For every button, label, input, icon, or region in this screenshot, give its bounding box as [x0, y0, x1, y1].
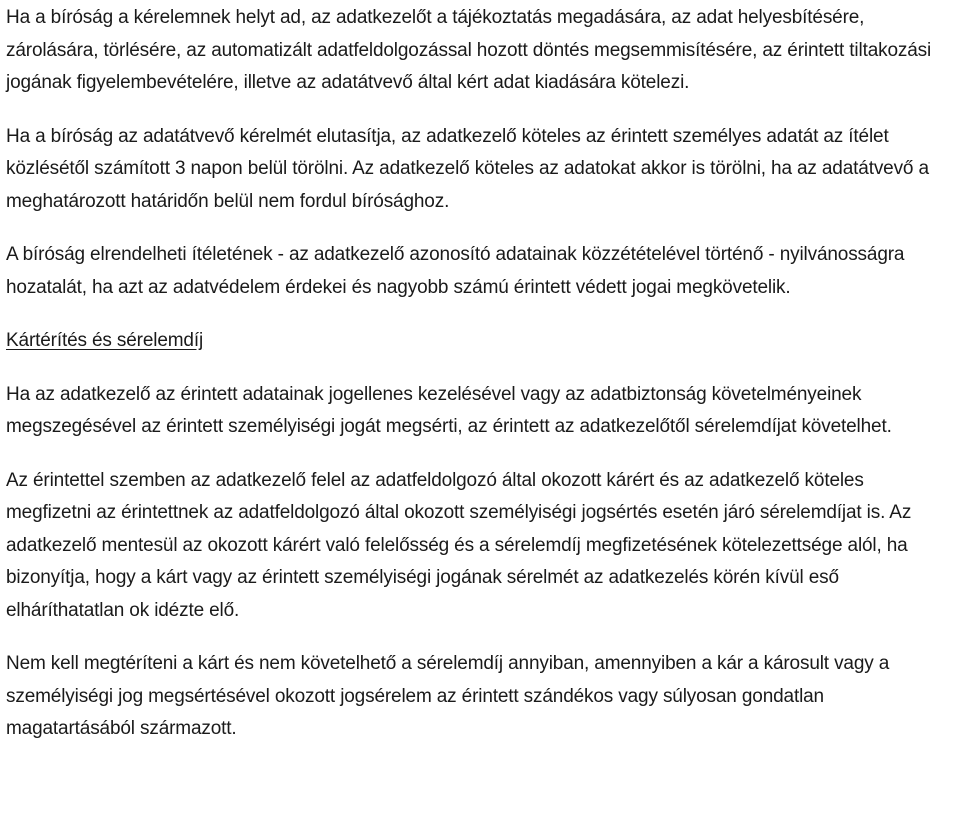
paragraph-damages-claim: Ha az adatkezelő az érintett adatainak jogellenes kezelésével vagy az adatbiztonság követelményeinek megszegésével az érintett személyiségi jogát megsérti, az érintett az adatkezelőtől sérelemdíjat követelhet. — [6, 383, 892, 437]
paragraph-exemption: Nem kell megtéríteni a kárt és nem követelhető a sérelemdíj annyiban, amennyiben a kár a károsult vagy a személyiségi jog megsértésével okozott jogsérelem az érintett szándékos vagy súlyosan gondatlan magatartásából származott. — [6, 653, 890, 739]
paragraph-court-obligations: Ha a bíróság a kérelemnek helyt ad, az adatkezelőt a tájékoztatás megadására, az adat helyesbítésére, zárolására, törlésére, az automatizált adatfeldolgozással hozott döntés megsemmisítésére, az érintett tiltakozási jogának figyelembevételére, illetve az adatátvevő által kért adat kiadására kötelezi. — [6, 7, 932, 93]
section-heading: Kártérítés és sérelemdíj — [6, 330, 204, 351]
paragraph-processor-liability: Az érintettel szemben az adatkezelő felel az adatfeldolgozó által okozott kárért és az adatkezelő köteles megfizetni az érintettnek az adatfeldolgozó által okozott személyiségi jogsértés esetén járó sérelemdíjat is. Az adatkezelő mentesül az okozott kárért való felelősség és a sérelemdíj megfizetésének kötelezettsége alól, ha bizonyítja, hogy a kárt vagy az érintett személyiségi jogának sérelmét az adatkezelés körén kívül eső elháríthatatlan ok idézte elő. — [6, 469, 912, 621]
paragraph-publication: A bíróság elrendelheti ítéletének - az adatkezelő azonosító adatainak közzétételével történő - nyilvánosságra hozatalát, ha azt az adatvédelem érdekei és nagyobb számú érintett védett jogai megkövetelik. — [6, 244, 905, 298]
paragraph-rejection-deletion: Ha a bíróság az adatátvevő kérelmét elutasítja, az adatkezelő köteles az érintett személyes adatát az ítélet közlésétől számított 3 napon belül törölni. Az adatkezelő köteles az adatokat akkor is törölni, ha az adatátvevő a meghatározott határidőn belül nem fordul bírósághoz. — [6, 125, 929, 212]
